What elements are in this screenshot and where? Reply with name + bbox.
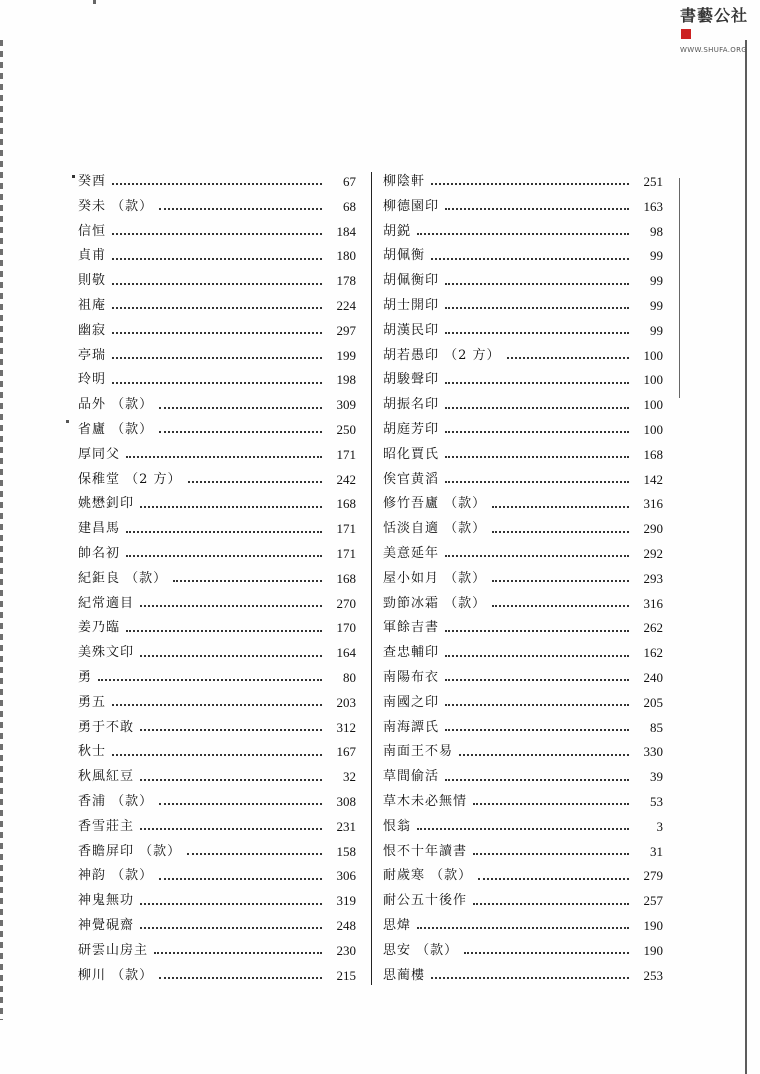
dot-leader <box>98 667 322 681</box>
entry-name: 思煒 <box>383 917 412 933</box>
dot-leader <box>159 419 322 433</box>
index-entry <box>383 815 663 840</box>
dot-leader <box>492 593 629 607</box>
entry-page-number: 190 <box>643 942 663 958</box>
entry-page-number: 100 <box>643 397 663 413</box>
index-entry <box>78 368 356 393</box>
index-entry <box>383 914 663 939</box>
entry-page-number: 163 <box>643 198 663 214</box>
dot-leader <box>140 915 322 929</box>
dot-leader <box>492 519 629 533</box>
dot-leader <box>159 395 322 409</box>
entry-name: 勁節冰霜 （款） <box>383 595 487 611</box>
dot-leader <box>445 667 629 681</box>
index-entry <box>78 864 356 889</box>
index-entry <box>383 616 663 641</box>
index-entry <box>78 765 356 790</box>
entry-page-number: 297 <box>336 322 356 338</box>
dot-leader <box>492 568 629 582</box>
index-entry <box>78 914 356 939</box>
entry-page-number: 100 <box>643 421 663 437</box>
index-entry <box>78 319 356 344</box>
index-entry <box>78 567 356 592</box>
entry-page-number: 171 <box>336 545 356 561</box>
index-entry <box>78 939 356 964</box>
dot-leader <box>140 494 322 508</box>
index-entry <box>78 790 356 815</box>
entry-name: 厚同父 <box>78 446 121 462</box>
watermark-title-text: 書藝公社 <box>680 6 749 25</box>
index-entry <box>383 344 663 369</box>
watermark-title <box>680 6 754 46</box>
entry-name: 柳德園印 <box>383 198 440 214</box>
entry-page-number: 184 <box>336 223 356 239</box>
scan-speck <box>72 175 75 178</box>
entry-name: 香浦 （款） <box>78 793 154 809</box>
index-entry <box>78 468 356 493</box>
index-column-left <box>78 170 356 988</box>
entry-name: 胡鋭 <box>383 223 412 239</box>
index-entry <box>78 592 356 617</box>
entry-name: 美意延年 <box>383 545 440 561</box>
dot-leader <box>473 841 629 855</box>
dot-leader <box>473 791 629 805</box>
dot-leader <box>445 692 629 706</box>
scan-speck <box>93 0 96 4</box>
entry-name: 品外 （款） <box>78 397 154 413</box>
entry-name: 建昌馬 <box>78 521 121 537</box>
dot-leader <box>140 767 322 781</box>
entry-page-number: 158 <box>336 843 356 859</box>
index-entry <box>78 616 356 641</box>
dot-leader <box>445 271 629 285</box>
index-entry <box>78 443 356 468</box>
entry-name: 柳陰軒 <box>383 174 426 189</box>
index-entry <box>383 964 663 989</box>
entry-page-number: 250 <box>336 421 356 437</box>
dot-leader <box>445 717 629 731</box>
index-entry <box>78 691 356 716</box>
entry-page-number: 330 <box>643 744 663 760</box>
index-entry <box>78 294 356 319</box>
entry-name: 美殊文印 <box>78 645 135 661</box>
entry-name: 神覺硯齋 <box>78 917 135 933</box>
dot-leader <box>445 295 629 309</box>
entry-name: 秋士 <box>78 744 107 760</box>
entry-name: 祖庵 <box>78 297 107 313</box>
entry-page-number: 80 <box>343 669 356 685</box>
index-entry <box>78 418 356 443</box>
index-entry <box>78 220 356 245</box>
entry-name: 保稚堂 （2 方） <box>78 471 182 487</box>
index-entry <box>383 666 663 691</box>
entry-page-number: 242 <box>336 471 356 487</box>
dot-leader <box>464 940 629 954</box>
entry-name: 信恒 <box>78 223 107 239</box>
index-entry <box>78 666 356 691</box>
index-entry <box>383 567 663 592</box>
index-entry <box>78 641 356 666</box>
entry-page-number: 316 <box>643 496 663 512</box>
entry-page-number: 224 <box>336 297 356 313</box>
entry-name: 姜乃臨 <box>78 620 121 636</box>
entry-name: 貞甫 <box>78 248 107 264</box>
entry-name: 耐歲寒 （款） <box>383 868 473 884</box>
index-entry <box>78 195 356 220</box>
entry-name: 胡佩衡印 <box>383 273 440 289</box>
entry-page-number: 162 <box>643 645 663 661</box>
entry-page-number: 39 <box>650 769 663 785</box>
entry-page-number: 279 <box>643 868 663 884</box>
entry-name: 南國之印 <box>383 694 440 710</box>
entry-page-number: 290 <box>643 521 663 537</box>
entry-name: 昭化賈氏 <box>383 446 440 462</box>
entry-page-number: 309 <box>336 397 356 413</box>
index-entry <box>383 864 663 889</box>
index-entry <box>383 220 663 245</box>
dot-leader <box>159 791 322 805</box>
entry-page-number: 168 <box>336 496 356 512</box>
entry-name: 恨不十年讀書 <box>383 843 468 859</box>
entry-page-number: 230 <box>336 942 356 958</box>
entry-name: 勇五 <box>78 694 107 710</box>
index-entry <box>78 964 356 989</box>
entry-name: 草間偷活 <box>383 769 440 785</box>
entry-page-number: 100 <box>643 372 663 388</box>
index-entry <box>78 889 356 914</box>
dot-leader <box>112 295 322 309</box>
dot-leader <box>445 320 629 334</box>
entry-name: 紀常適目 <box>78 595 135 611</box>
dot-leader <box>140 816 322 830</box>
dot-leader <box>112 320 322 334</box>
entry-page-number: 98 <box>650 223 663 239</box>
entry-page-number: 171 <box>336 446 356 462</box>
dot-leader <box>112 246 322 260</box>
entry-page-number: 180 <box>336 248 356 264</box>
index-entry <box>383 418 663 443</box>
entry-name: 神韵 （款） <box>78 868 154 884</box>
dot-leader <box>478 866 629 880</box>
entry-name: 癸酉 <box>78 174 107 189</box>
entry-name: 玲明 <box>78 372 107 388</box>
index-entry <box>78 170 356 195</box>
dot-leader <box>159 866 322 880</box>
dot-leader <box>140 891 322 905</box>
index-entry <box>383 939 663 964</box>
entry-page-number: 167 <box>336 744 356 760</box>
dot-leader <box>445 469 629 483</box>
dot-leader <box>445 444 629 458</box>
dot-leader <box>492 494 629 508</box>
column-divider <box>371 172 372 985</box>
entry-name: 南陽布衣 <box>383 669 440 685</box>
index-entry <box>78 492 356 517</box>
index-entry <box>383 542 663 567</box>
dot-leader <box>459 742 629 756</box>
entry-name: 勇 <box>78 669 93 685</box>
index-entry <box>383 790 663 815</box>
entry-name: 秋風紅豆 <box>78 769 135 785</box>
entry-page-number: 205 <box>643 694 663 710</box>
index-entry <box>383 244 663 269</box>
entry-name: 柳川 （款） <box>78 967 154 983</box>
entry-name: 胡庭芳印 <box>383 421 440 437</box>
entry-name: 姚懋釗印 <box>78 496 135 512</box>
entry-name: 幽寂 <box>78 322 107 338</box>
index-entry <box>383 170 663 195</box>
dot-leader <box>445 543 629 557</box>
dot-leader <box>445 767 629 781</box>
dot-leader <box>126 519 322 533</box>
dot-leader <box>126 543 322 557</box>
entry-page-number: 312 <box>336 719 356 735</box>
entry-page-number: 199 <box>336 347 356 363</box>
index-entry <box>78 517 356 542</box>
dot-leader <box>417 221 629 235</box>
entry-page-number: 293 <box>643 570 663 586</box>
entry-name: 胡漢民印 <box>383 322 440 338</box>
dot-leader <box>159 965 322 979</box>
index-entry <box>383 716 663 741</box>
watermark-logo <box>680 6 754 54</box>
index-entry <box>383 840 663 865</box>
entry-name: 耐公五十後作 <box>383 893 468 909</box>
watermark-url: WWW.SHUFA.ORG <box>680 46 747 54</box>
entry-name: 思蔺樓 <box>383 967 426 983</box>
entry-page-number: 253 <box>643 967 663 983</box>
dot-leader <box>445 419 629 433</box>
dot-leader <box>431 965 629 979</box>
entry-name: 香瞻屏印 （款） <box>78 843 182 859</box>
dot-leader <box>445 618 629 632</box>
dot-leader <box>417 915 629 929</box>
dot-leader <box>112 345 322 359</box>
index-entry <box>78 740 356 765</box>
entry-page-number: 170 <box>336 620 356 636</box>
entry-page-number: 248 <box>336 917 356 933</box>
dot-leader <box>445 370 629 384</box>
entry-name: 胡駿聲印 <box>383 372 440 388</box>
dot-leader <box>417 816 629 830</box>
entry-page-number: 68 <box>343 198 356 214</box>
dot-leader <box>154 940 322 954</box>
entry-page-number: 231 <box>336 818 356 834</box>
index-entry <box>78 393 356 418</box>
entry-page-number: 240 <box>643 669 663 685</box>
entry-page-number: 32 <box>343 769 356 785</box>
entry-page-number: 67 <box>343 174 356 189</box>
entry-name: 紀鉅良 （款） <box>78 570 168 586</box>
entry-name: 南面王不易 <box>383 744 454 760</box>
entry-page-number: 53 <box>650 793 663 809</box>
index-entry <box>78 344 356 369</box>
column-rule <box>679 178 680 398</box>
dot-leader <box>112 692 322 706</box>
dot-leader <box>126 618 322 632</box>
entry-name: 省廬 （款） <box>78 421 154 437</box>
entry-page-number: 292 <box>643 545 663 561</box>
entry-page-number: 257 <box>643 893 663 909</box>
dot-leader <box>112 171 322 185</box>
dot-leader <box>431 171 629 185</box>
dot-leader <box>140 643 322 657</box>
entry-name: 胡佩衡 <box>383 248 426 264</box>
index-entry <box>383 691 663 716</box>
entry-name: 神鬼無功 <box>78 893 135 909</box>
index-entry <box>78 244 356 269</box>
dot-leader <box>112 221 322 235</box>
index-entry <box>78 269 356 294</box>
entry-page-number: 100 <box>643 347 663 363</box>
entry-page-number: 164 <box>336 645 356 661</box>
entry-name: 恨翁 <box>383 818 412 834</box>
dot-leader <box>445 395 629 409</box>
index-entry <box>78 840 356 865</box>
entry-page-number: 31 <box>650 843 663 859</box>
seal-icon <box>681 29 691 39</box>
entry-name: 修竹吾廬 （款） <box>383 496 487 512</box>
entry-name: 軍餘吉書 <box>383 620 440 636</box>
entry-page-number: 168 <box>643 446 663 462</box>
entry-name: 思安 （款） <box>383 942 459 958</box>
entry-name: 胡振名印 <box>383 397 440 413</box>
entry-page-number: 262 <box>643 620 663 636</box>
entry-page-number: 308 <box>336 793 356 809</box>
index-entry <box>383 294 663 319</box>
dot-leader <box>507 345 629 359</box>
index-entry <box>78 716 356 741</box>
scan-speck <box>66 420 69 423</box>
index-entry <box>383 740 663 765</box>
dot-leader <box>112 370 322 384</box>
index-entry <box>383 517 663 542</box>
entry-page-number: 203 <box>336 694 356 710</box>
dot-leader <box>187 841 322 855</box>
dot-leader <box>431 246 629 260</box>
entry-page-number: 3 <box>656 818 663 834</box>
dot-leader <box>140 593 322 607</box>
index-entry <box>383 765 663 790</box>
entry-page-number: 316 <box>643 595 663 611</box>
index-entry <box>383 368 663 393</box>
entry-name: 癸未 （款） <box>78 198 154 214</box>
entry-name: 帥名初 <box>78 545 121 561</box>
index-entry <box>383 492 663 517</box>
dot-leader <box>159 196 322 210</box>
entry-name: 南海譚氏 <box>383 719 440 735</box>
entry-page-number: 168 <box>336 570 356 586</box>
dot-leader <box>140 717 322 731</box>
entry-page-number: 85 <box>650 719 663 735</box>
dot-leader <box>445 196 629 210</box>
entry-name: 胡士開印 <box>383 297 440 313</box>
entry-name: 胡若愚印 （2 方） <box>383 347 501 363</box>
entry-page-number: 99 <box>650 273 663 289</box>
index-entry <box>78 815 356 840</box>
entry-name: 亭瑞 <box>78 347 107 363</box>
entry-page-number: 319 <box>336 893 356 909</box>
entry-page-number: 198 <box>336 372 356 388</box>
entry-name: 香雪莊主 <box>78 818 135 834</box>
entry-page-number: 99 <box>650 248 663 264</box>
entry-page-number: 190 <box>643 917 663 933</box>
entry-name: 則敬 <box>78 273 107 289</box>
index-entry <box>383 393 663 418</box>
dot-leader <box>473 891 629 905</box>
index-entry <box>383 641 663 666</box>
entry-name: 查忠輔印 <box>383 645 440 661</box>
dot-leader <box>173 568 322 582</box>
entry-page-number: 306 <box>336 868 356 884</box>
dot-leader <box>188 469 322 483</box>
entry-name: 草木未必無情 <box>383 793 468 809</box>
dot-leader <box>112 271 322 285</box>
entry-page-number: 142 <box>643 471 663 487</box>
index-entry <box>78 542 356 567</box>
index-entry <box>383 468 663 493</box>
dot-leader <box>445 643 629 657</box>
entry-page-number: 251 <box>643 174 663 189</box>
index-entry <box>383 889 663 914</box>
entry-page-number: 99 <box>650 297 663 313</box>
index-entry <box>383 195 663 220</box>
index-entry <box>383 592 663 617</box>
scan-right-edge <box>745 40 747 1074</box>
entry-name: 恬淡自適 （款） <box>383 521 487 537</box>
entry-name: 勇于不敢 <box>78 719 135 735</box>
entry-page-number: 215 <box>336 967 356 983</box>
index-column-right <box>383 170 663 988</box>
dot-leader <box>126 444 322 458</box>
entry-name: 研雲山房主 <box>78 942 149 958</box>
entry-name: 俟官黄滔 <box>383 471 440 487</box>
index-entry <box>383 443 663 468</box>
entry-page-number: 270 <box>336 595 356 611</box>
scan-left-edge <box>0 40 3 1020</box>
dot-leader <box>112 742 322 756</box>
entry-name: 屋小如月 （款） <box>383 570 487 586</box>
entry-page-number: 99 <box>650 322 663 338</box>
entry-page-number: 171 <box>336 521 356 537</box>
index-entry <box>383 319 663 344</box>
index-entry <box>383 269 663 294</box>
entry-page-number: 178 <box>336 273 356 289</box>
